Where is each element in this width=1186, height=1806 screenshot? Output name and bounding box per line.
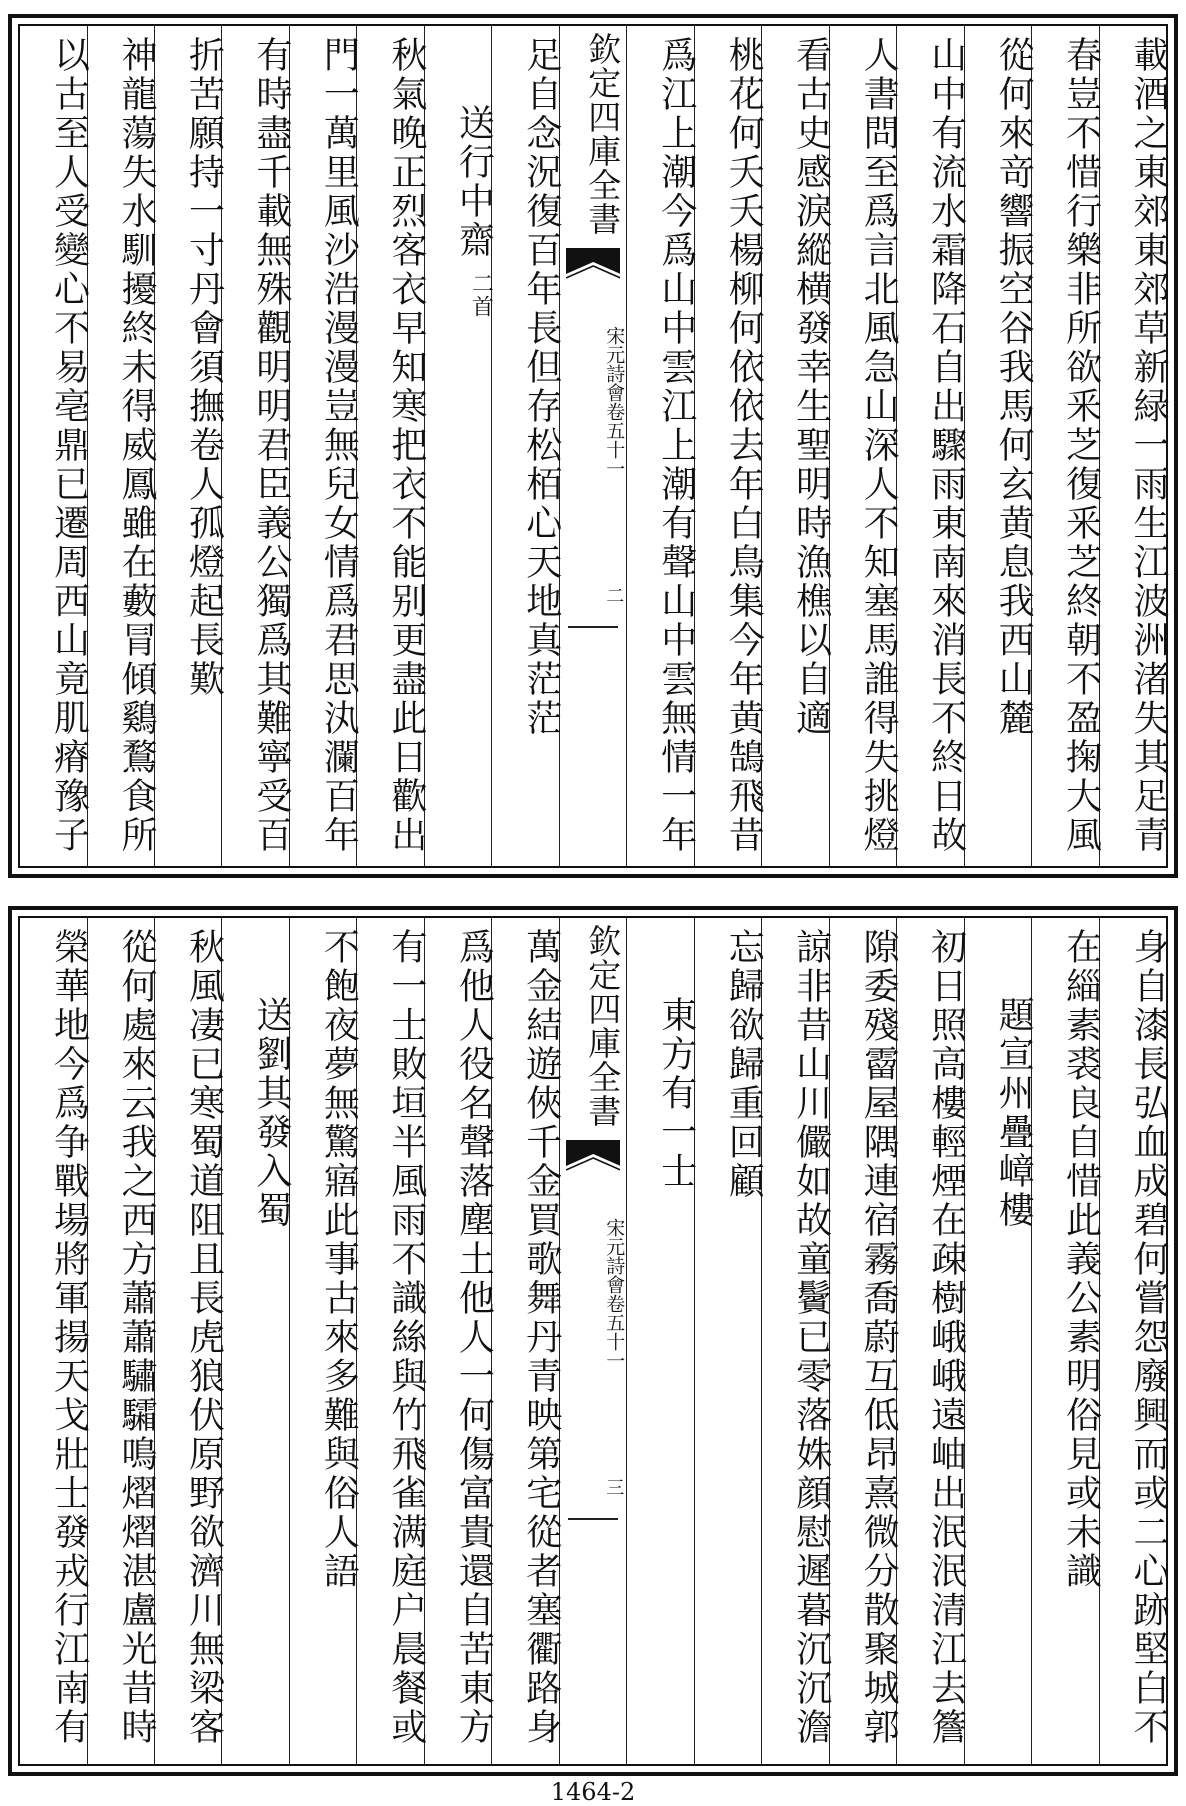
text-column bbox=[491, 918, 562, 1764]
text-column bbox=[20, 26, 90, 866]
column-text: 看古史感淚縱横發幸生聖明時漁樵以自適 bbox=[790, 36, 832, 738]
text-column bbox=[829, 26, 900, 866]
column-text: 折苦願持一寸丹會須撫卷人孤燈起長歎 bbox=[183, 36, 225, 699]
column-text: 以古至人受變心不易亳鼎已遷周西山竟肌瘠豫子 bbox=[48, 36, 90, 855]
column-text: 有一士敗垣半風雨不識絲與竹飛雀满庭户晨餐或 bbox=[385, 928, 427, 1747]
upper-page-frame bbox=[18, 24, 1168, 868]
column-text: 桃花何夭夭楊柳何依依去年白鳥集今年黄鵠飛昔 bbox=[723, 36, 765, 855]
column-text: 初日照高樓輕煙在疎樹峨峨遠岫出泯泯清江去簷 bbox=[925, 928, 967, 1747]
column-text: 不飽夜夢無驚寤此事古來多難與俗人語 bbox=[318, 928, 360, 1591]
text-column bbox=[154, 918, 225, 1764]
text-column bbox=[1099, 26, 1169, 866]
text-column bbox=[964, 918, 1035, 1764]
text-column bbox=[221, 918, 292, 1764]
column-text: 萬金結遊俠千金買歌舞丹青映第宅從者塞衢路身 bbox=[520, 928, 562, 1747]
volume-number: 卷五十一 bbox=[603, 402, 626, 478]
folio-number: 三 bbox=[603, 1478, 625, 1496]
column-text: 從何來竒響振空谷我馬何玄黄息我西山麓 bbox=[993, 36, 1035, 738]
column-text: 東方有一士 bbox=[655, 996, 697, 1191]
text-column bbox=[356, 918, 427, 1764]
text-column bbox=[491, 26, 562, 866]
folio-number: 二 bbox=[603, 586, 625, 604]
column-text: 門一萬里風沙浩漫漫豈無兒女情爲君思汍瀾百年 bbox=[318, 36, 360, 855]
column-text: 秋風凄已寒蜀道阻且長虎狼伏原野欲濟川無梁客 bbox=[183, 928, 225, 1747]
center-book-info bbox=[560, 326, 626, 478]
column-text: 人書問至爲言北風急山深人不知塞馬誰得失挑燈 bbox=[858, 36, 900, 855]
column-text: 諒非昔山川儼如故童鬢已零落姝顔慰遲暮沉沉澹 bbox=[790, 928, 832, 1747]
column-text: 有時盡千載無殊觀明明君臣義公獨爲其難寧受百 bbox=[250, 36, 292, 855]
center-title: 欽定四庫全書 bbox=[583, 924, 623, 1128]
text-column bbox=[694, 26, 765, 866]
column-text: 秋氣晚正烈客衣早知寒把衣不能别更盡此日歡出 bbox=[385, 36, 427, 855]
book-title: 宋元詩會 bbox=[603, 1218, 626, 1294]
lower-page-frame bbox=[18, 916, 1168, 1766]
column-text: 送劉其發入蜀 bbox=[250, 996, 292, 1230]
center-fold-column bbox=[559, 918, 626, 1764]
text-column bbox=[154, 26, 225, 866]
text-column bbox=[829, 918, 900, 1764]
column-text: 春豈不惜行樂非所欲釆芝復釆芝終朝不盈掬大風 bbox=[1060, 36, 1102, 855]
page-label: 1464-2 bbox=[550, 1778, 636, 1806]
column-text: 送行中齋 二首 bbox=[425, 104, 491, 318]
heading-note: 二首 bbox=[468, 272, 494, 318]
center-book-info bbox=[560, 1218, 626, 1370]
book-title: 宋元詩會 bbox=[603, 326, 626, 402]
text-column bbox=[626, 918, 697, 1764]
text-column bbox=[896, 26, 967, 866]
text-column bbox=[289, 918, 360, 1764]
upper-text-columns bbox=[20, 26, 1169, 866]
text-column bbox=[424, 26, 495, 866]
column-text: 忘歸欲歸重回顧 bbox=[723, 928, 765, 1201]
text-column bbox=[356, 26, 427, 866]
text-column bbox=[221, 26, 292, 866]
text-column bbox=[761, 26, 832, 866]
text-column bbox=[87, 26, 157, 866]
column-text: 隙委殘霤屋隅連宿霧喬蔚互低昂熹微分散聚城郭 bbox=[858, 928, 900, 1747]
center-fold-column bbox=[559, 26, 626, 866]
column-text: 載酒之東郊東郊草新緑一雨生江波洲渚失其足青 bbox=[1128, 36, 1169, 855]
center-title: 欽定四庫全書 bbox=[583, 32, 623, 236]
column-text: 榮華地今爲争戰場將軍揚天戈壯士發戎行江南有 bbox=[48, 928, 90, 1747]
column-text: 神龍蕩失水馴擾終未得威鳳雖在藪冐傾鷄鶩食所 bbox=[115, 36, 157, 855]
text-column bbox=[87, 918, 157, 1764]
column-text: 身自漆長弘血成碧何嘗怨廢興而或二心跡堅白不 bbox=[1128, 928, 1169, 1747]
column-text: 爲他人役名聲落塵土他人一何傷富貴還自苦東方 bbox=[453, 928, 495, 1747]
lower-page bbox=[8, 906, 1178, 1776]
center-rule bbox=[568, 1518, 618, 1520]
text-column bbox=[424, 918, 495, 1764]
column-text: 足自念況復百年長但存松栢心天地真茫茫 bbox=[520, 36, 562, 738]
text-column bbox=[20, 918, 90, 1764]
column-text: 山中有流水霜降石自出驟雨東南來消長不終日故 bbox=[925, 36, 967, 855]
column-text: 在緇素裘良自惜此義公素明俗見或未識 bbox=[1060, 928, 1102, 1591]
text-column bbox=[1099, 918, 1169, 1764]
lower-text-columns bbox=[20, 918, 1169, 1764]
column-text: 爲江上潮今爲山中雲江上潮有聲山中雲無情一年 bbox=[655, 36, 697, 855]
text-column bbox=[964, 26, 1035, 866]
text-column bbox=[694, 918, 765, 1764]
text-column bbox=[289, 26, 360, 866]
text-column bbox=[896, 918, 967, 1764]
text-column bbox=[626, 26, 697, 866]
text-column bbox=[1031, 26, 1102, 866]
upper-page bbox=[8, 14, 1178, 878]
text-column bbox=[1031, 918, 1102, 1764]
volume-number: 卷五十一 bbox=[603, 1294, 626, 1370]
fishtail-ornament-icon bbox=[566, 248, 620, 288]
center-rule bbox=[568, 626, 618, 628]
column-text: 從何處來云我之西方蕭蕭驌驦鳴熠熠湛盧光昔時 bbox=[115, 928, 157, 1747]
text-column bbox=[761, 918, 832, 1764]
column-text: 題宣州疊嶂樓 bbox=[993, 996, 1035, 1230]
fishtail-ornament-icon bbox=[566, 1140, 620, 1180]
